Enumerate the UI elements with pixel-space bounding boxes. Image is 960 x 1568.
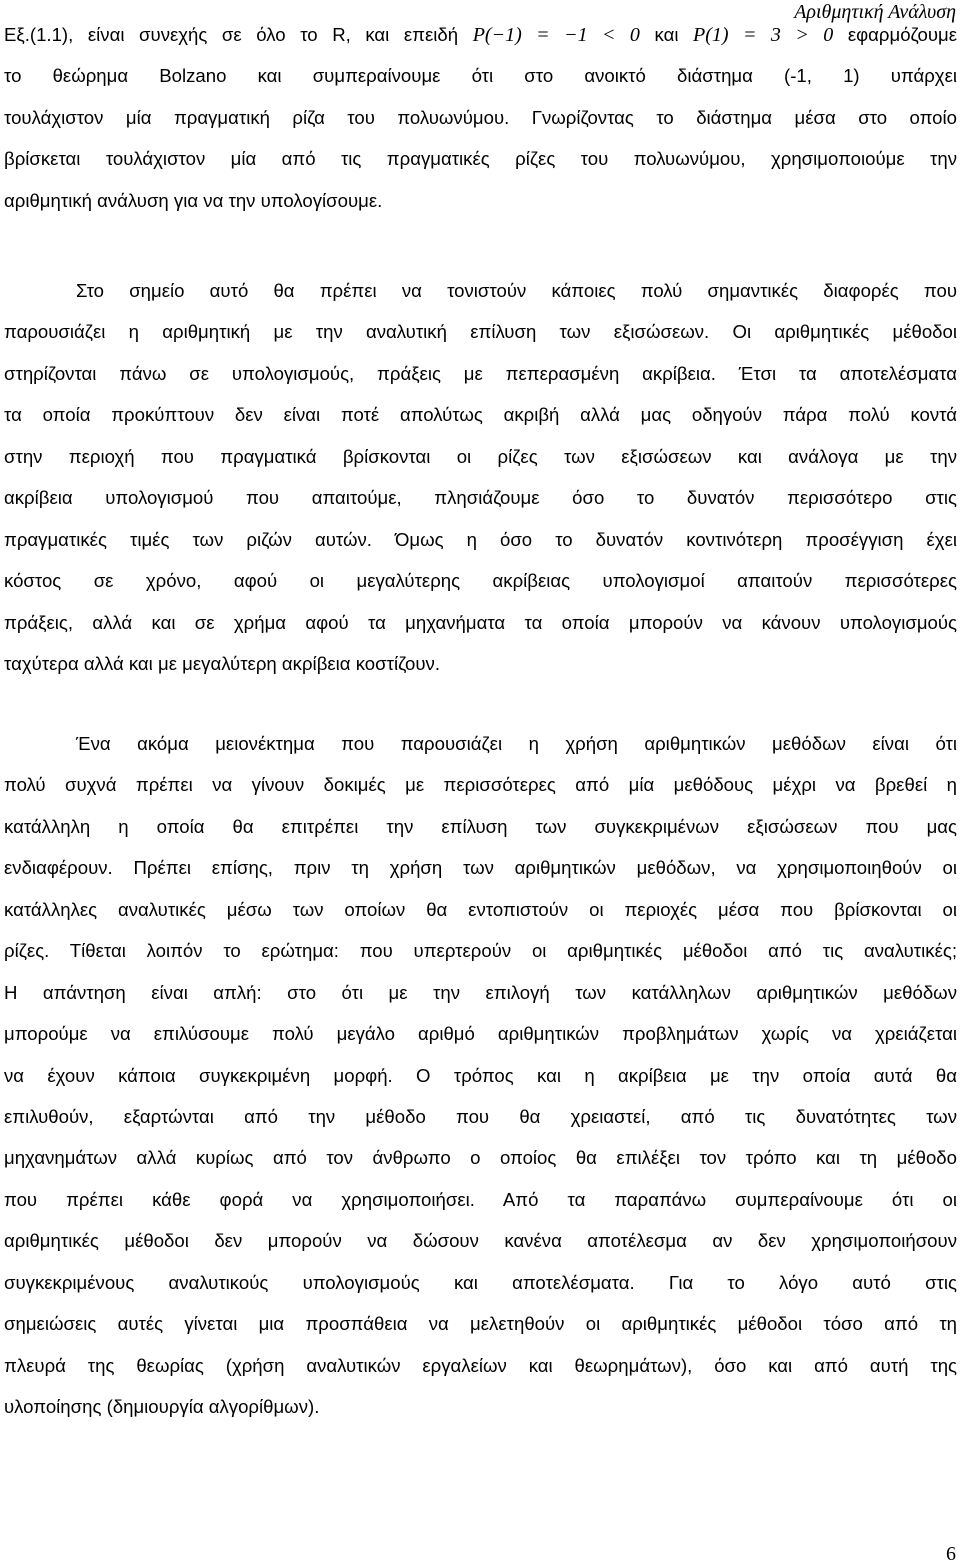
paragraph-2-line: ακρίβεια υπολογισμού που απαιτούμε, πλησιάζουμε όσο το δυνατόν περισσότερο στις (4, 487, 957, 509)
connector-text: και (654, 24, 679, 45)
paragraph-3-line: μηχανημάτων αλλά κυρίως από τον άνθρωπο ο οποίος θα επιλέξει τον τρόπο και τη μέθοδο (4, 1147, 957, 1169)
paragraph-1-line: βρίσκεται τουλάχιστον μία από τις πραγματικές ρίζες του πολυωνύμου, χρησιμοποιούμε την (4, 148, 957, 170)
paragraph-3-line: κατάλληλη η οποία θα επιτρέπει την επίλυση των συγκεκριμένων εξισώσεων που μας (4, 815, 957, 837)
running-header-title: Αριθμητική Ανάλυση (794, 1, 956, 23)
paragraph-1-line: το θεώρημα Bolzano και συμπεραίνουμε ότι στο ανοικτό διάστημα (-1, 1) υπάρχει (4, 65, 957, 87)
paragraph-3-line: πολύ συχνά πρέπει να γίνουν δοκιμές με περισσότερες από μία μεθόδους μέχρι να βρεθεί η (4, 774, 957, 796)
paragraph-2-line: πραγματικές τιμές των ριζών αυτών. Όμως η όσο το δυνατόν κοντινότερη προσέγγιση έχει (4, 528, 957, 550)
paragraph-1-line: αριθμητική ανάλυση για να την υπολογίσουμε. (4, 189, 383, 211)
paragraph-3-line: ρίζες. Τίθεται λοιπόν το ερώτημα: που υπερτερούν οι αριθμητικές μέθοδοι από τις αναλυτικές; (4, 940, 957, 962)
paragraph-3-line: πλευρά της θεωρίας (χρήση αναλυτικών εργαλείων και θεωρημάτων), όσο και από αυτή της (4, 1354, 957, 1376)
line-suffix-text: εφαρμόζουμε (847, 24, 958, 45)
paragraph-2-line: στηρίζονται πάνω σε υπολογισμούς, πράξεις με πεπερασμένη ακρίβεια. Έτσι τα αποτελέσματα (4, 362, 957, 384)
paragraph-2-line: στην περιοχή που πραγματικά βρίσκονται οι ρίζες των εξισώσεων και ανάλογα με την (4, 445, 957, 467)
paragraph-3-line: κατάλληλες αναλυτικές μέσω των οποίων θα εντοπιστούν οι περιοχές μέσα που βρίσκονται οι (4, 898, 957, 920)
paragraph-3-line: αριθμητικές μέθοδοι δεν μπορούν να δώσουν κανένα αποτέλεσμα αν δεν χρησιμοποιήσουν (4, 1230, 957, 1252)
paragraph-3-line: που πρέπει κάθε φορά να χρησιμοποιήσει. Από τα παραπάνω συμπεραίνουμε ότι οι (4, 1188, 957, 1210)
paragraph-2-line: πράξεις, αλλά και σε χρήμα αφού τα μηχανήματα τα οποία μπορούν να κάνουν υπολογισμούς (4, 611, 957, 633)
paragraph-2-line: Στο σημείο αυτό θα πρέπει να τονιστούν κάποιες πολύ σημαντικές διαφορές που (76, 280, 957, 301)
line-prefix-text: Εξ.(1.1), είναι συνεχής σε όλο το R, και επειδή (4, 24, 459, 45)
math-expression-p-minus-one: P(−1) = −1 < 0 (472, 24, 640, 46)
paragraph-3 (4, 723, 957, 1427)
paragraph-2-line: κόστος σε χρόνο, αφού οι μεγαλύτερης ακρίβειας υπολογισμοί απαιτούν περισσότερες (4, 570, 957, 592)
paragraph-2-line: τα οποία προκύπτουν δεν είναι ποτέ απολύτως ακριβή αλλά μας οδηγούν πάρα πολύ κοντά (4, 404, 957, 426)
page-number: 6 (946, 1543, 956, 1565)
paragraph-3-line: ενδιαφέρουν. Πρέπει επίσης, πριν τη χρήση των αριθμητικών μεθόδων, να χρησιμοποιηθούν οι (4, 857, 957, 879)
paragraph-2-line: παρουσιάζει η αριθμητική με την αναλυτική επίλυση των εξισώσεων. Οι αριθμητικές μέθοδοι (4, 321, 957, 343)
paragraph-3-line: επιλυθούν, εξαρτώνται από την μέθοδο που θα χρειαστεί, από τις δυνατότητες των (4, 1105, 957, 1127)
paragraph-1-line-1 (4, 14, 957, 55)
paragraph-3-line: συγκεκριμένους αναλυτικούς υπολογισμούς και αποτελέσματα. Για το λόγο αυτό στις (4, 1271, 957, 1293)
paragraph-3-line: να έχουν κάποια συγκεκριμένη μορφή. Ο τρόπος και η ακρίβεια με την οποία αυτά θα (4, 1064, 957, 1086)
paragraph-1 (4, 14, 957, 221)
paragraph-3-line: Ένα ακόμα μειονέκτημα που παρουσιάζει η χρήση αριθμητικών μεθόδων είναι ότι (76, 733, 957, 754)
paragraph-2-line: ταχύτερα αλλά και με μεγαλύτερη ακρίβεια κοστίζουν. (4, 652, 441, 674)
math-expression-p-one: P(1) = 3 > 0 (693, 24, 834, 46)
paragraph-1-line: τουλάχιστον μία πραγματική ρίζα του πολυωνύμου. Γνωρίζοντας το διάστημα μέσα στο οποίο (4, 106, 957, 128)
paragraph-3-line: σημειώσεις αυτές γίνεται μια προσπάθεια να μελετηθούν οι αριθμητικές μέθοδοι τόσο από τη (4, 1313, 957, 1335)
paragraph-3-line: υλοποίησης (δημιουργία αλγορίθμων). (4, 1396, 320, 1417)
paragraph-3-line: Η απάντηση είναι απλή: στο ότι με την επιλογή των κατάλληλων αριθμητικών μεθόδων (4, 981, 957, 1003)
paragraph-2 (4, 270, 957, 684)
paragraph-3-line: μπορούμε να επιλύσουμε πολύ μεγάλο αριθμό αριθμητικών προβλημάτων χωρίς να χρειάζεται (4, 1023, 957, 1045)
